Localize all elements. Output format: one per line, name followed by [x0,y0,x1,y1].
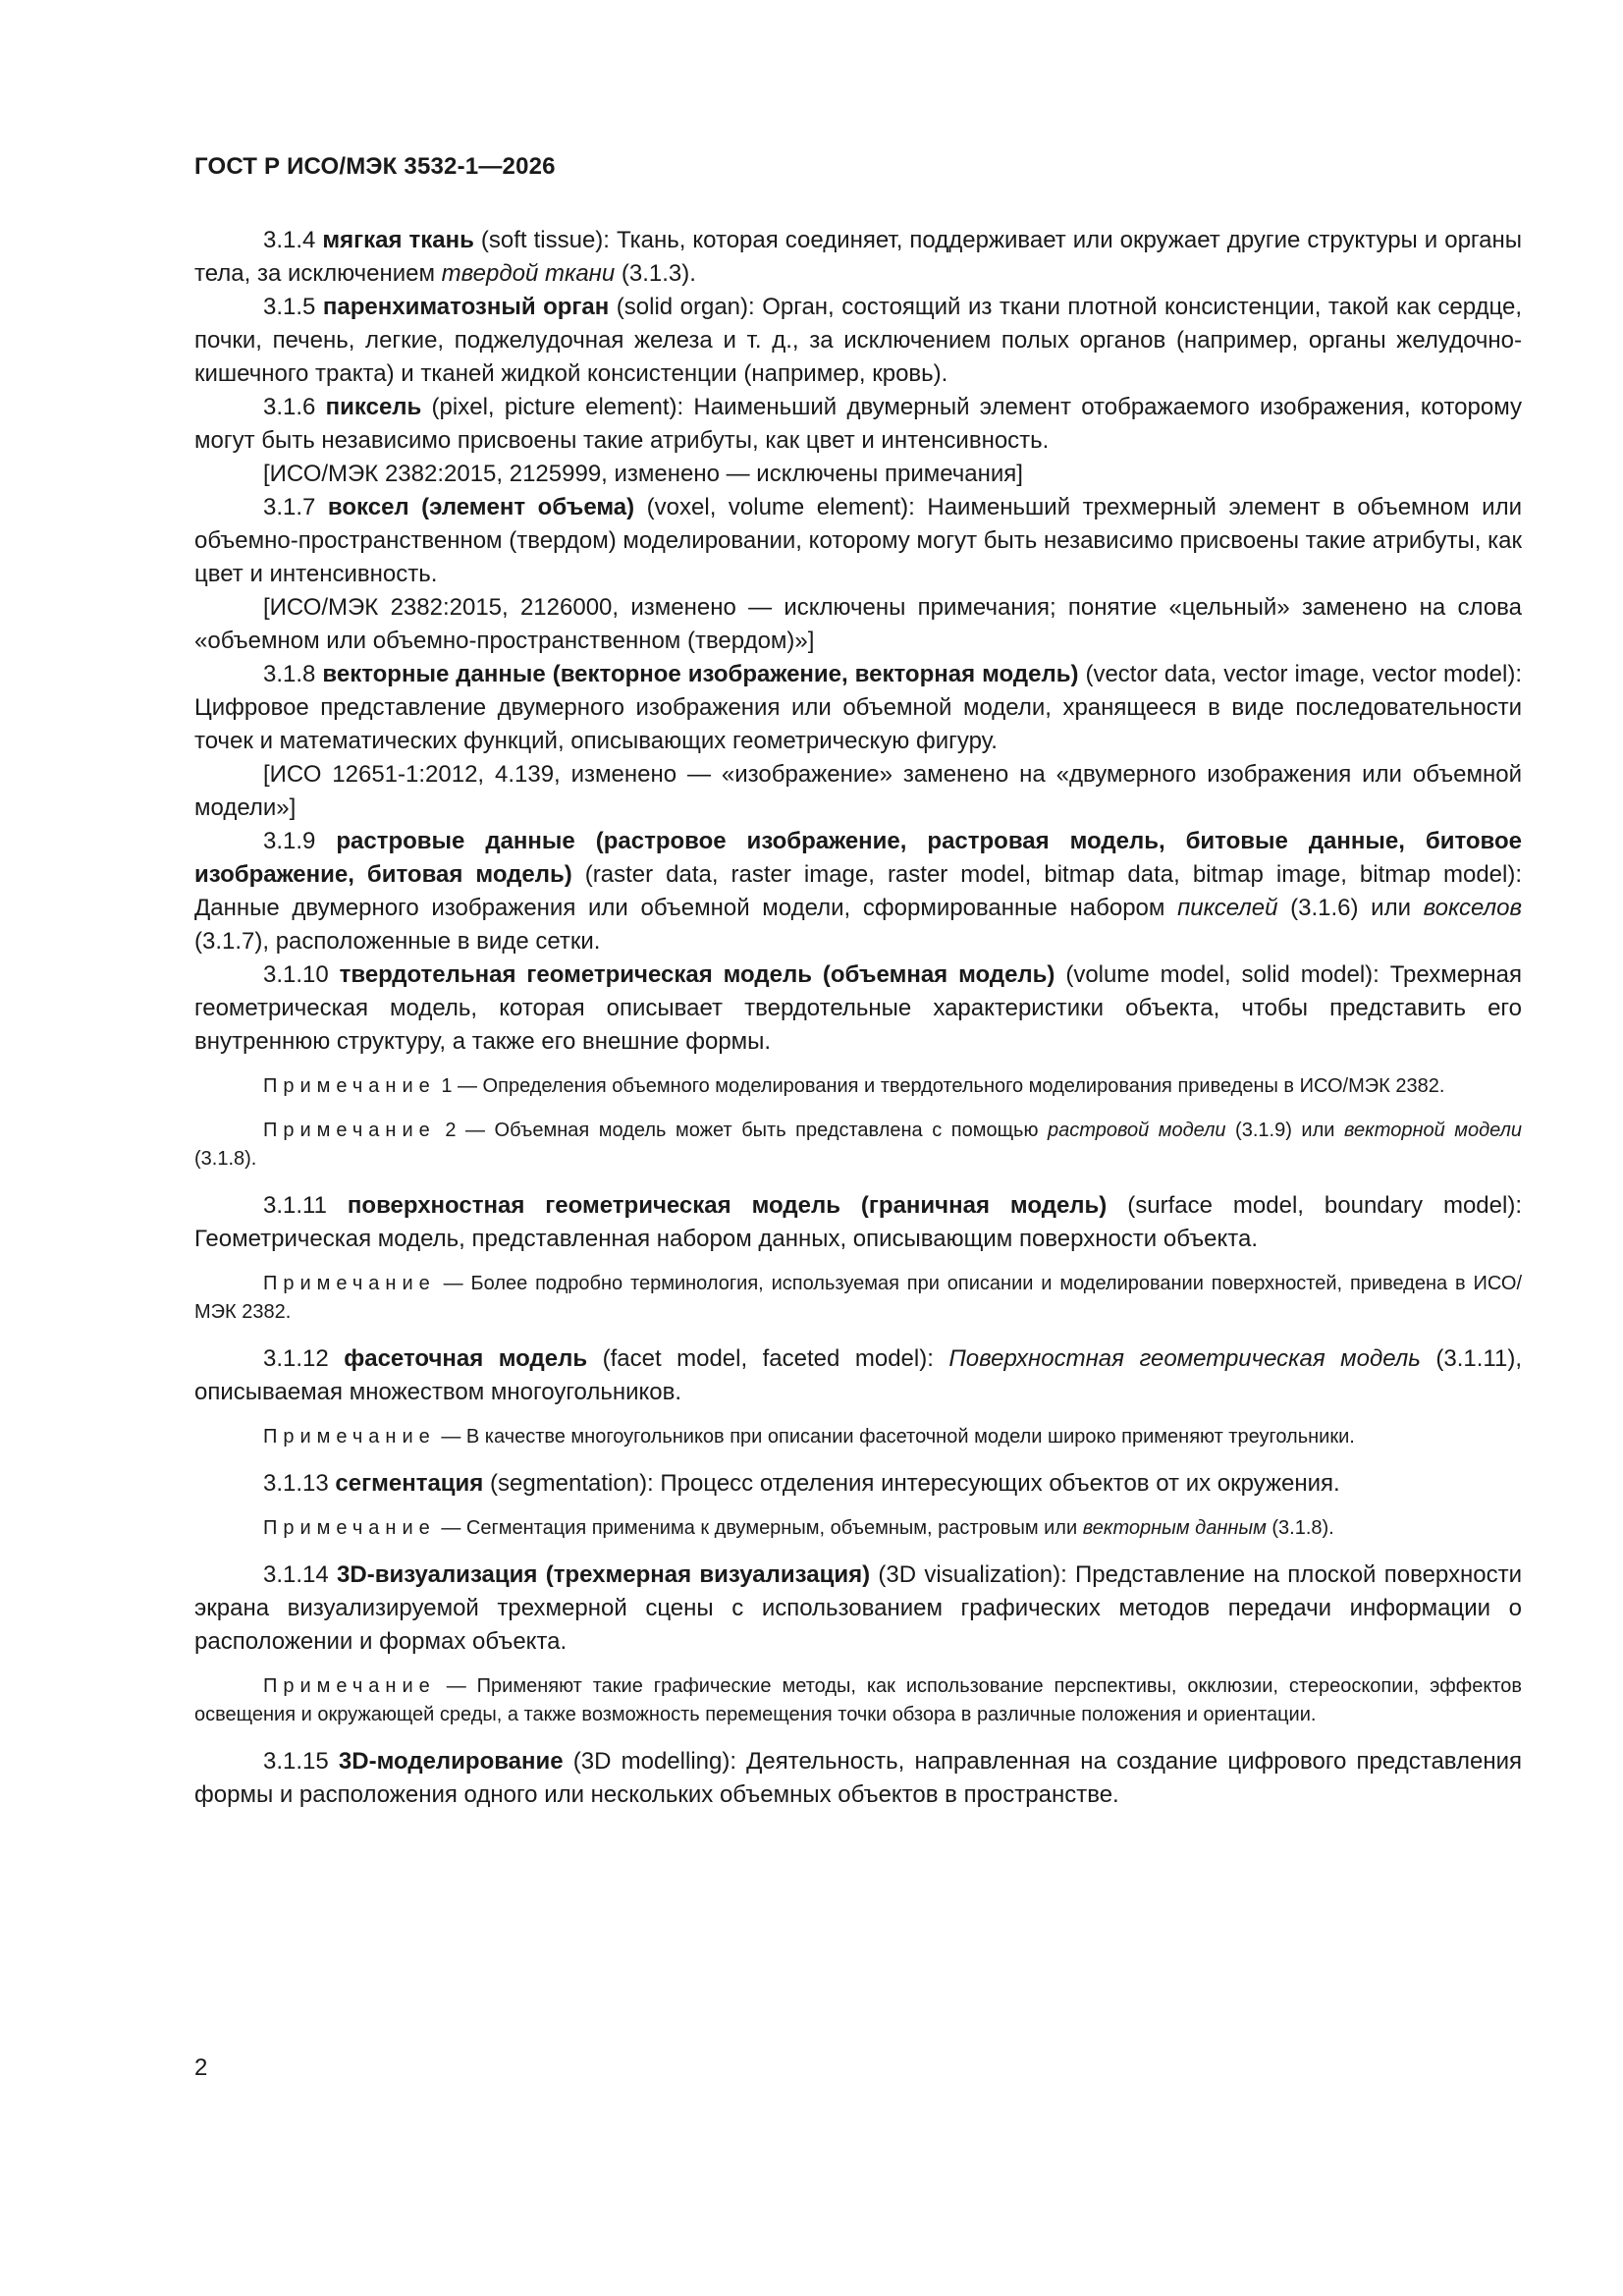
term-entry-3-1-14 [194,1558,1522,1659]
note-text: 1 — Определения объемного моделирования и твердотельного моделирования приведены в ИСО/МЭК 2382. [435,1075,1445,1097]
term-reference: твердой ткани [441,260,616,287]
term-entry-3-1-6 [194,391,1522,458]
term-entry-3-1-7 [194,491,1522,591]
note-reference: растровой модели [1048,1120,1226,1141]
term-entry-3-1-10 [194,958,1522,1059]
note-label: Примечание [263,1120,436,1141]
term-number: 3.1.11 [263,1192,327,1219]
note-text: 2 — Объемная модель может быть представлена с помощью [435,1120,1049,1141]
term-definition-mid: (3.1.6) или [1277,895,1424,921]
term-reference: вокселов [1423,895,1523,921]
term-entry-3-1-12 [194,1342,1522,1409]
note-3-1-12 [194,1423,1522,1451]
term-name: воксел (элемент объема) [327,494,635,520]
term-reference: пикселей [1177,895,1278,921]
term-name: 3D-моделирование [338,1748,564,1775]
note-3-1-13 [194,1514,1522,1543]
term-source-3-1-7: [ИСО/МЭК 2382:2015, 2126000, изменено — исключены примечания; понятие «цельный» заменено на слова «объемном или объемно-пространственном (твердом)»] [194,594,1522,654]
note-text-tail: (3.1.8). [1266,1517,1334,1539]
term-definition: (solid organ): Орган, состоящий из ткани плотной консистенции, такой как сердце, почки, печень, легкие, поджелудочная железа и т. д., за исключением полых органов (например, органы желудочно-кишечного тракта) и тканей жидкой консистенции (например, кровь). [194,294,1522,387]
note-text: — Сегментация применима к двумерным, объемным, растровым или [435,1517,1083,1539]
term-name: векторные данные (векторное изображение, векторная модель) [322,661,1079,687]
term-number: 3.1.8 [263,661,316,687]
term-definition: (pixel, picture element): Наименьший двумерный элемент отображаемого изображения, которому могут быть независимо присвоены такие атрибуты, как цвет и интенсивность. [194,394,1522,454]
note-text: — Более подробно терминология, используемая при описании и моделировании поверхностей, приведена в ИСО/МЭК 2382. [194,1273,1522,1323]
note-3-1-14 [194,1672,1522,1729]
term-name: растровые данные (растровое изображение, растровая модель, битовые данные, битовое изображение, битовая модель) [194,828,1522,888]
note-label: Примечание [263,1426,436,1448]
term-source-3-1-6: [ИСО/МЭК 2382:2015, 2125999, изменено — исключены примечания] [263,461,1023,487]
term-definition: (3D visualization): Представление на плоской поверхности экрана визуализируемой трехмерной сцены с использованием графических методов передачи информации о расположении и формах объекта. [194,1561,1523,1655]
term-number: 3.1.9 [263,828,316,854]
document-header: ГОСТ Р ИСО/МЭК 3532-1—2026 [194,153,556,180]
term-definition: (segmentation): Процесс отделения интересующих объектов от их окружения. [483,1470,1340,1497]
term-entry-3-1-9 [194,825,1522,958]
note-reference: векторной модели [1343,1120,1522,1141]
term-number: 3.1.10 [263,961,329,988]
term-name: 3D-визуализация (трехмерная визуализация) [337,1561,871,1588]
term-name: сегментация [335,1470,484,1497]
term-number: 3.1.6 [263,394,316,420]
term-definition: (soft tissue): Ткань, которая соединяет, поддерживает или окружает другие структуры и органы тела, за исключением [194,227,1522,287]
note-label: Примечание [263,1675,436,1697]
term-name: мягкая ткань [322,227,474,253]
page-number: 2 [194,2054,208,2081]
note-text: — Применяют такие графические методы, как использование перспективы, окклюзии, стереоскопии, эффектов освещения и окружающей среды, а также возможность перемещения точки обзора в различные положения и ориентации. [194,1675,1522,1725]
term-entry-3-1-4 [194,224,1522,291]
note-text-mid: (3.1.9) или [1225,1120,1344,1141]
term-entry-3-1-5 [194,291,1522,391]
term-definition: (facet model, faceted model): [587,1345,949,1372]
document-body [194,224,1522,1812]
term-definition: (3D modelling): Деятельность, направленная на создание цифрового представления формы и расположения одного или нескольких объемных объектов в пространстве. [194,1748,1522,1808]
note-3-1-10-1 [194,1072,1522,1101]
term-number: 3.1.7 [263,494,316,520]
term-number: 3.1.14 [263,1561,329,1588]
term-entry-3-1-8 [194,658,1522,758]
term-source-3-1-8: [ИСО 12651-1:2012, 4.139, изменено — «изображение» заменено на «двумерного изображения или объемной модели»] [194,761,1522,821]
note-text: — В качестве многоугольников при описании фасеточной модели широко применяют треугольники. [435,1426,1355,1448]
term-entry-3-1-13 [194,1467,1522,1501]
term-definition: (voxel, volume element): Наименьший трехмерный элемент в объемном или объемно-пространственном (твердом) моделировании, которому могут быть независимо присвоены такие атрибуты, как цвет и интенсивность. [194,494,1522,587]
term-definition-tail: (3.1.11), описываемая множеством многоугольников. [194,1345,1523,1405]
note-3-1-11 [194,1270,1522,1327]
note-reference: векторным данным [1082,1517,1267,1539]
term-name: твердотельная геометрическая модель (объемная модель) [339,961,1055,988]
term-name: поверхностная геометрическая модель (граничная модель) [347,1192,1108,1219]
term-entry-3-1-15 [194,1745,1522,1812]
term-definition-tail: (3.1.7), расположенные в виде сетки. [194,928,601,955]
term-reference: Поверхностная геометрическая модель [948,1345,1421,1372]
term-number: 3.1.13 [263,1470,329,1497]
note-3-1-10-2 [194,1117,1522,1174]
term-definition-tail: (3.1.3). [615,260,696,287]
term-name: фасеточная модель [344,1345,588,1372]
term-name: пиксель [325,394,422,420]
note-label: Примечание [263,1075,436,1097]
note-label: Примечание [263,1273,436,1294]
note-text-tail: (3.1.8). [194,1148,257,1170]
term-number: 3.1.5 [263,294,316,320]
term-definition: (volume model, solid model): Трехмерная геометрическая модель, которая описывает твердотельные характеристики объекта, чтобы представить его внутреннюю структуру, а также его внешние формы. [194,961,1522,1055]
term-number: 3.1.15 [263,1748,329,1775]
term-number: 3.1.4 [263,227,316,253]
term-definition: (raster data, raster image, raster model, bitmap data, bitmap image, bitmap model): Данные двумерного изображения или объемной модели, сформированные набором [194,861,1523,921]
term-number: 3.1.12 [263,1345,329,1372]
term-entry-3-1-11 [194,1189,1522,1256]
term-name: паренхиматозный орган [322,294,610,320]
note-label: Примечание [263,1517,436,1539]
term-definition: (vector data, vector image, vector model): Цифровое представление двумерного изображения или объемной модели, хранящееся в виде последовательности точек и математических функций, описывающих геометрическую фигуру. [194,661,1522,754]
term-definition: (surface model, boundary model): Геометрическая модель, представленная набором данных, описывающим поверхности объекта. [194,1192,1522,1252]
